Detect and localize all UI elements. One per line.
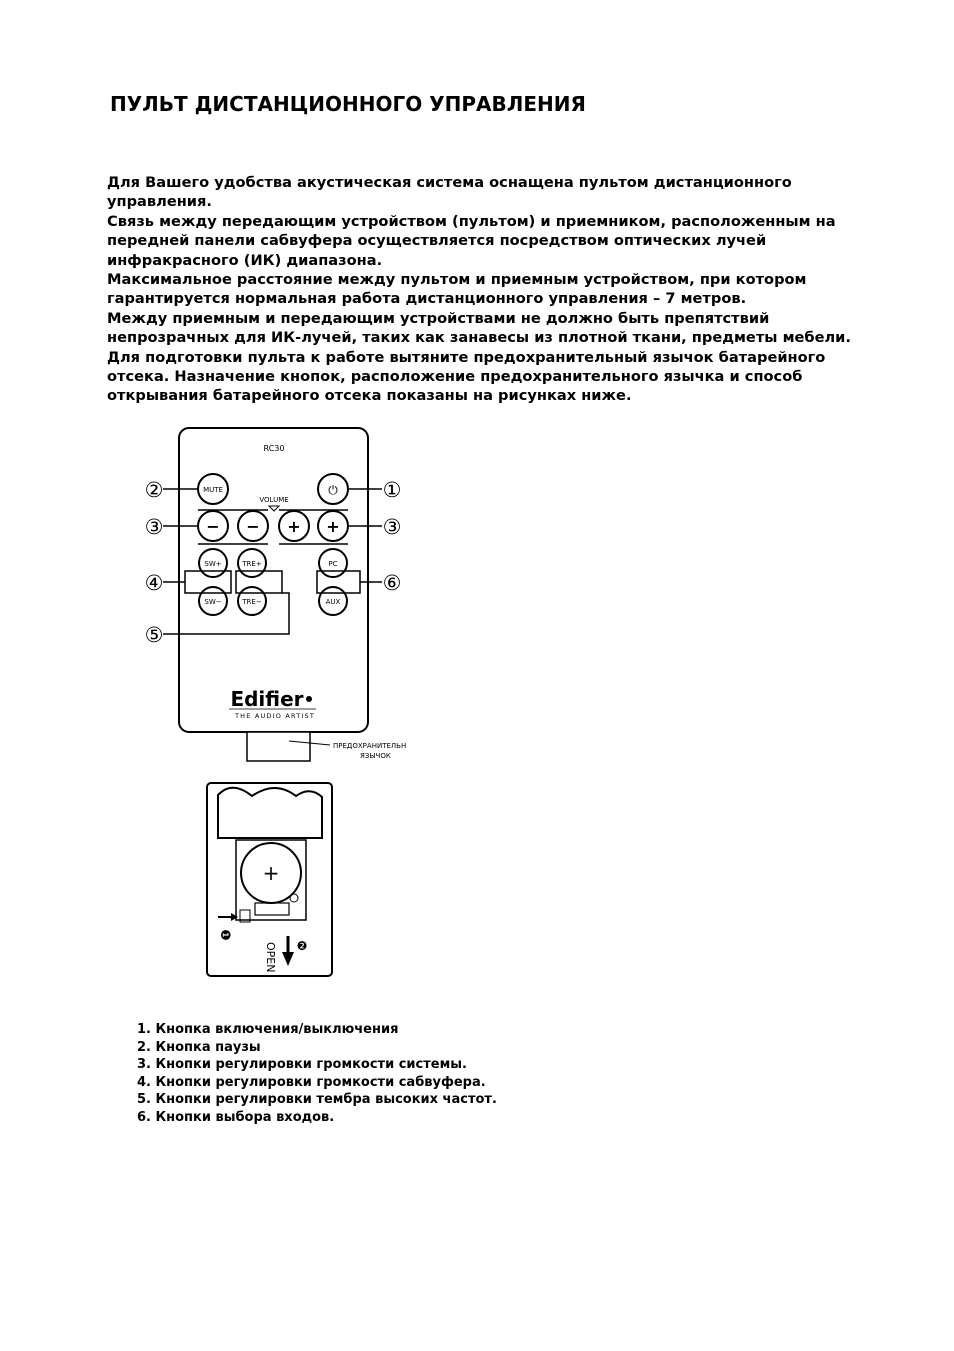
paragraph: Между приемным и передающим устройствами не должно быть препятствий непрозрачных для ИК-лучей, таких как занавесы из плотной ткани, предметы мебели. [107, 309, 851, 347]
callout-number: ① [382, 478, 402, 502]
page-title: ПУЛЬТ ДИСТАНЦИОННОГО УПРАВЛЕНИЯ [110, 92, 586, 116]
callout-number: ② [144, 478, 164, 502]
paragraph: Связь между передающим устройством (пультом) и приемником, расположенным на передней панели сабвуфера осуществляется посредством оптических лучей инфракрасного (ИК) диапазона. [107, 212, 836, 269]
paragraph: Для подготовки пульта к работе вытяните предохранительный язычок батарейного отсека. Назначение кнопок, расположение предохранительного язычка и способ открывания батарейного отсека показаны на рисунках ниже. [107, 348, 826, 405]
pull-tab-label: ЯЗЫЧОК [360, 752, 391, 760]
open-label: OPEN [264, 942, 277, 973]
callout-number: ⑤ [144, 623, 164, 647]
tre-plus-label: TRE+ [242, 560, 262, 568]
power-icon: ⏻ [328, 483, 338, 497]
paragraph: Максимальное расстояние между пультом и приемным устройством, при котором гарантируется нормальная работа дистанционного управления – 7 метров. [107, 271, 807, 308]
minus-label: − [206, 517, 220, 536]
brand-tagline: THE AUDIO ARTIST [234, 712, 316, 720]
callout-number: ③ [144, 515, 164, 539]
step-2-marker: ❷ [296, 939, 308, 953]
list-item: 4. Кнопки регулировки громкости сабвуфера. [137, 1074, 486, 1090]
list-item: 2. Кнопка паузы [137, 1039, 261, 1055]
sw-minus-label: SW− [204, 598, 222, 606]
minus-label: − [246, 517, 260, 536]
mute-label: MUTE [203, 486, 223, 494]
brand-dot-icon [306, 696, 312, 702]
step-1-marker: ❶ [217, 929, 232, 941]
pull-tab-label: ПРЕДОХРАНИТЕЛЬН [333, 742, 407, 750]
pc-label: PC [328, 560, 338, 568]
aux-label: AUX [325, 598, 341, 606]
list-item: 3. Кнопки регулировки громкости системы. [137, 1057, 467, 1072]
list-item: 5. Кнопки регулировки тембра высоких частот. [137, 1092, 497, 1107]
list-item: 1. Кнопка включения/выключения [137, 1022, 399, 1037]
sw-plus-label: SW+ [204, 560, 222, 568]
callout-number: ③ [382, 515, 402, 539]
brand-logo: Edifier [230, 687, 304, 711]
tre-minus-label: TRE− [242, 598, 262, 606]
plus-label: + [326, 517, 340, 536]
plus-label: + [287, 517, 301, 536]
callout-number: ④ [144, 571, 164, 595]
callout-number: ⑥ [382, 571, 402, 595]
volume-label: VOLUME [259, 496, 289, 504]
remote-model: RC30 [263, 444, 285, 453]
list-item: 6. Кнопки выбора входов. [137, 1109, 335, 1125]
battery-cover [218, 788, 322, 838]
button-legend [137, 1021, 497, 1126]
pull-tab [247, 732, 310, 761]
battery-plus-sign: + [262, 861, 280, 885]
paragraph: Для Вашего удобства акустическая система оснащена пультом дистанционного управления. [107, 174, 792, 211]
